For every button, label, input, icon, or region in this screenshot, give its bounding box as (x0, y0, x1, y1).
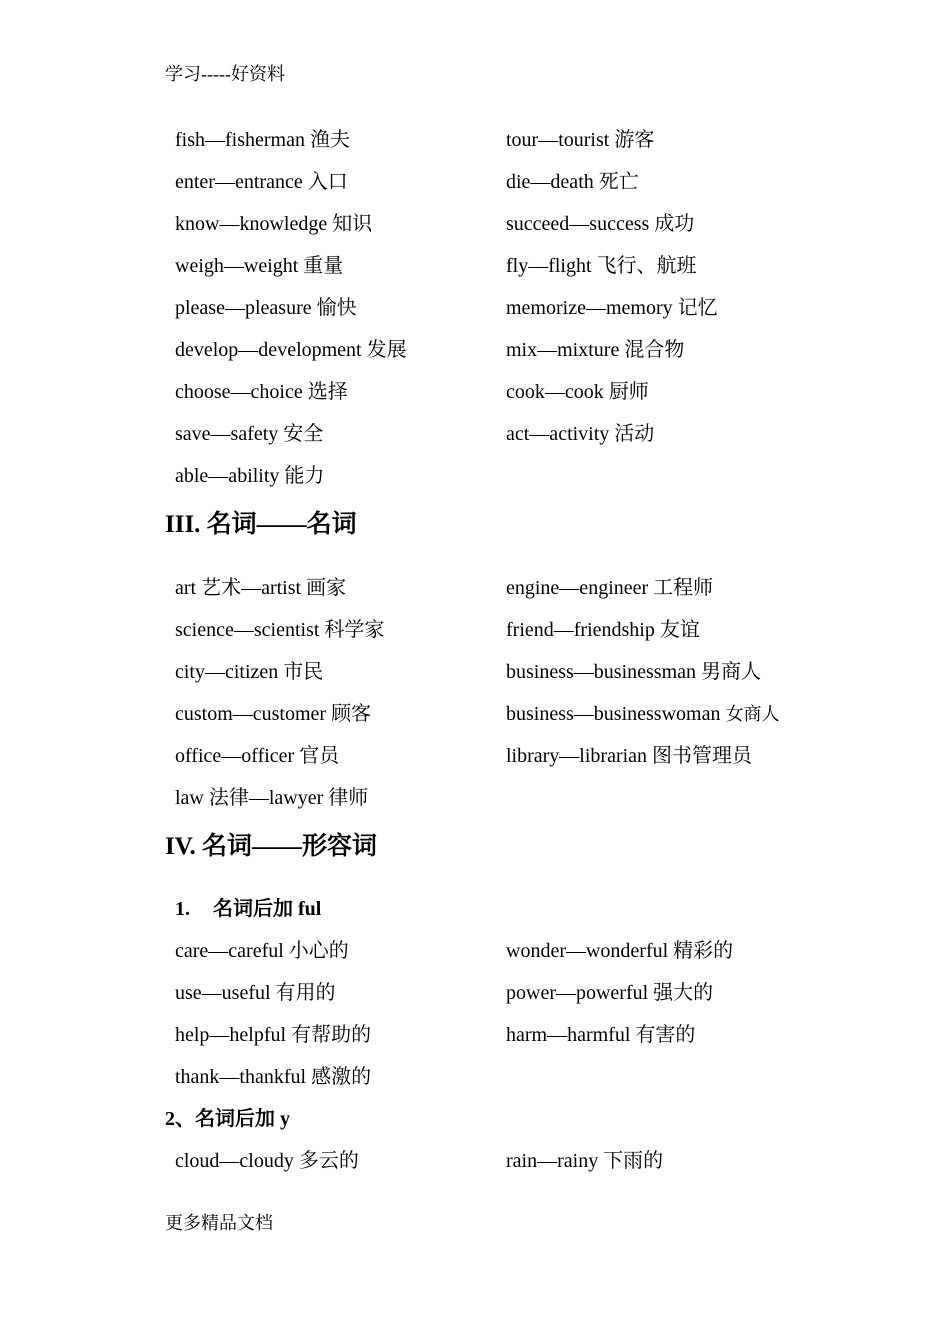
word-pair-left: cloud—cloudy 多云的 (175, 1150, 359, 1172)
word-row (0, 336, 950, 378)
word-row (0, 1063, 950, 1105)
word-row (0, 294, 950, 336)
word-pair-right: harm—harmful 有害的 (506, 1024, 696, 1046)
word-row (0, 979, 950, 1021)
word-row (0, 168, 950, 210)
word-pair-chinese: 女商人 (725, 704, 780, 724)
word-pair-left: enter—entrance 入口 (175, 171, 348, 193)
section-heading-noun-adjective: IV. 名词——形容词 (165, 833, 378, 860)
subheading-y: 2、名词后加 y (165, 1108, 290, 1130)
word-row (0, 574, 950, 616)
word-pair-left: fish—fisherman 渔夫 (175, 129, 350, 151)
word-row (0, 420, 950, 462)
word-pair-right: business—businessman 男商人 (506, 661, 761, 683)
word-pair-left: weigh—weight 重量 (175, 255, 344, 277)
word-row (0, 126, 950, 168)
word-pair-right: memorize—memory 记忆 (506, 297, 718, 319)
word-pair-left: science—scientist 科学家 (175, 619, 385, 641)
word-pair-left: city—citizen 市民 (175, 661, 324, 683)
word-row (0, 700, 950, 742)
word-pair-english: business—businesswoman (506, 703, 721, 725)
word-pair-left: save—safety 安全 (175, 423, 324, 445)
subheading-number: 1. (175, 898, 190, 920)
word-pair-left: develop—development 发展 (175, 339, 407, 361)
word-row (0, 378, 950, 420)
word-row (0, 1147, 950, 1189)
word-row (0, 1021, 950, 1063)
word-row (0, 742, 950, 784)
word-pair-right: die—death 死亡 (506, 171, 639, 193)
word-pair-right: cook—cook 厨师 (506, 381, 649, 403)
word-pair-left: care—careful 小心的 (175, 940, 349, 962)
page-footer: 更多精品文档 (165, 1213, 273, 1233)
word-pair-left: art 艺术—artist 画家 (175, 577, 347, 599)
word-pair-left: able—ability 能力 (175, 465, 325, 487)
word-pair-left: custom—customer 顾客 (175, 703, 372, 725)
word-pair-left: help—helpful 有帮助的 (175, 1024, 372, 1046)
word-pair-right: fly—flight 飞行、航班 (506, 255, 697, 277)
subheading-label: 名词后加 ful (213, 898, 322, 920)
word-pair-left: thank—thankful 感激的 (175, 1066, 372, 1088)
section-heading-noun-noun: III. 名词——名词 (165, 511, 357, 538)
word-pair-left: please—pleasure 愉快 (175, 297, 357, 319)
word-row (0, 462, 950, 504)
word-pair-left: know—knowledge 知识 (175, 213, 373, 235)
subheading-ful (175, 895, 321, 923)
word-row (0, 252, 950, 294)
word-pair-left: choose—choice 选择 (175, 381, 348, 403)
word-pair-right: mix—mixture 混合物 (506, 339, 685, 361)
word-pair-right: wonder—wonderful 精彩的 (506, 940, 734, 962)
word-pair-right: succeed—success 成功 (506, 213, 695, 235)
word-pair-right: act—activity 活动 (506, 423, 655, 445)
word-row (0, 616, 950, 658)
word-pair-right: rain—rainy 下雨的 (506, 1150, 664, 1172)
word-pair-left: use—useful 有用的 (175, 982, 336, 1004)
word-row (0, 937, 950, 979)
word-pair-right: friend—friendship 友谊 (506, 619, 700, 641)
word-pair-right (506, 700, 779, 728)
word-row (0, 784, 950, 826)
word-pair-right: power—powerful 强大的 (506, 982, 714, 1004)
word-pair-left: law 法律—lawyer 律师 (175, 787, 369, 809)
word-pair-left: office—officer 官员 (175, 745, 340, 767)
word-pair-right: library—librarian 图书管理员 (506, 745, 753, 767)
word-row (0, 210, 950, 252)
page-header: 学习-----好资料 (165, 64, 285, 84)
word-pair-right: tour—tourist 游客 (506, 129, 655, 151)
word-row (0, 658, 950, 700)
word-pair-right: engine—engineer 工程师 (506, 577, 714, 599)
